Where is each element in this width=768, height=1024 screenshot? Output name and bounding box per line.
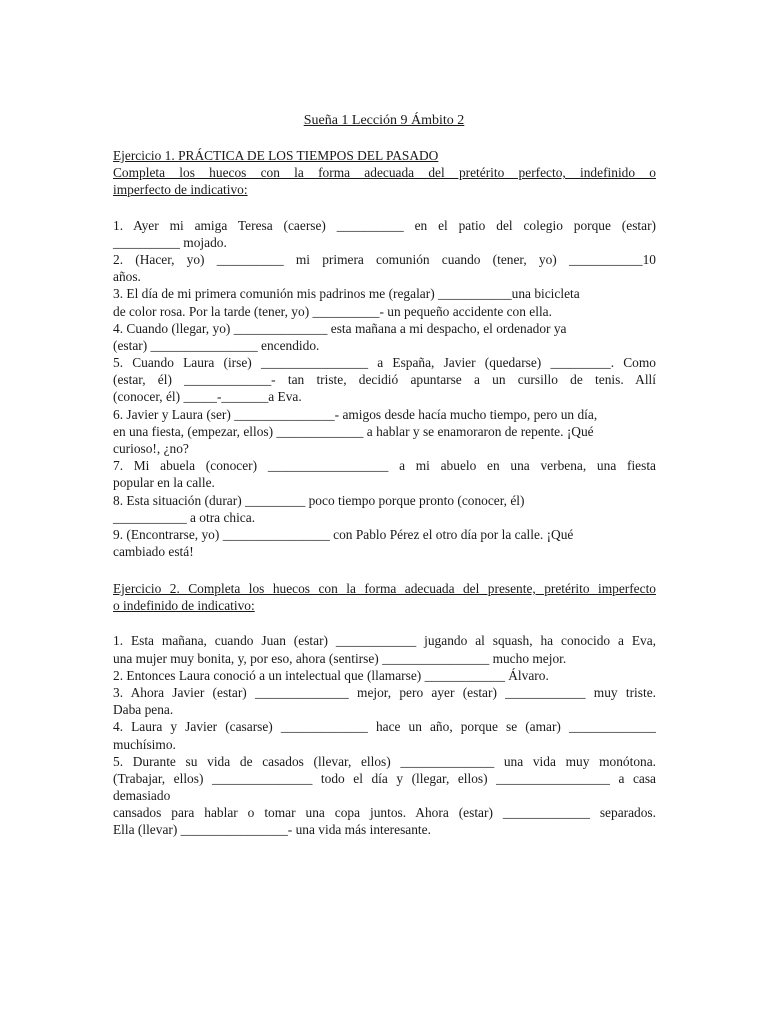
exercise-line: 1. Esta mañana, cuando Juan (estar) ____________ jugando al squash, ha conocido a Eva,	[113, 633, 656, 649]
exercise-line: (Trabajar, ellos) _______________ todo el día y (llegar, ellos) _________________ a casa	[113, 770, 656, 786]
exercise-line: demasiado	[113, 788, 171, 804]
exercise-line: cambiado está!	[113, 544, 194, 560]
exercise-line: 5. Durante su vida de casados (llevar, ellos) ______________ una vida muy monótona.	[113, 753, 656, 769]
exercise-line: años.	[113, 269, 141, 285]
exercise-line: 3. El día de mi primera comunión mis padrinos me (regalar) ___________una bicicleta	[113, 286, 580, 302]
exercise-line: 2. Entonces Laura conoció a un intelectual que (llamarse) ____________ Álvaro.	[113, 667, 549, 683]
exercise-line: en una fiesta, (empezar, ellos) _____________ a hablar y se enamoraron de repente. ¡Qué	[113, 423, 594, 439]
spacer	[113, 199, 656, 216]
exercise-line: 3. Ahora Javier (estar) ______________ mejor, pero ayer (estar) ____________ muy triste.	[113, 684, 656, 700]
exercise-line: 9. (Encontrarse, yo) ________________ con Pablo Pérez el otro día por la calle. ¡Qué	[113, 526, 574, 542]
exercise-line: cansados para hablar o tomar una copa juntos. Ahora (estar) _____________ separados.	[113, 805, 656, 821]
exercise-1-instructions-line: imperfecto de indicativo:	[113, 182, 248, 198]
exercise-line: ___________ a otra chica.	[113, 509, 256, 525]
exercise-line: __________ mojado.	[113, 234, 227, 250]
exercise-line: curioso!, ¿no?	[113, 441, 189, 456]
exercise-line: (estar, él) _____________- tan triste, decidió apuntarse a un cursillo de tenis. Allí	[113, 372, 656, 388]
exercise-line: 2. (Hacer, yo) __________ mi primera comunión cuando (tener, yo) ___________10	[113, 251, 656, 267]
exercise-line: (estar) ________________ encendido.	[113, 337, 320, 353]
exercise-line: 6. Javier y Laura (ser) _______________- amigos desde hacía mucho tiempo, pero un día,	[113, 406, 598, 422]
exercise-line: 7. Mi abuela (conocer) __________________ a mi abuelo en una verbena, una fiesta	[113, 458, 656, 474]
exercise-line: 4. Cuando (llegar, yo) ______________ esta mañana a mi despacho, el ordenador ya	[113, 320, 567, 336]
exercise-1	[113, 147, 656, 560]
exercise-line: Daba pena.	[113, 702, 174, 718]
exercise-2-heading-line: o indefinido de indicativo:	[113, 598, 255, 614]
exercise-2-heading-line: Ejercicio 2. Completa los huecos con la forma adecuada del presente, pretérito imperfecto	[113, 581, 656, 596]
exercise-line: 8. Esta situación (durar) _________ poco tiempo porque pronto (conocer, él)	[113, 492, 525, 508]
exercise-line: una mujer muy bonita, y, por eso, ahora (sentirse) ________________ mucho mejor.	[113, 650, 567, 666]
exercise-line: de color rosa. Por la tarde (tener, yo) __________- un pequeño accidente con ella.	[113, 303, 552, 319]
exercise-line: Ella (llevar) ________________- una vida más interesante.	[113, 822, 431, 838]
exercise-line: (conocer, él) _____-_______a Eva.	[113, 389, 302, 405]
page-title: Sueña 1 Lección 9 Ámbito 2	[303, 113, 465, 128]
exercise-line: 4. Laura y Javier (casarse) _____________ hace un año, porque se (amar) _____________	[113, 719, 656, 735]
exercise-2	[113, 580, 656, 839]
exercise-line: popular en la calle.	[113, 475, 215, 491]
exercise-1-heading: Ejercicio 1. PRÁCTICA DE LOS TIEMPOS DEL PASADO	[113, 148, 439, 163]
exercise-line: 1. Ayer mi amiga Teresa (caerse) __________ en el patio del colegio porque (estar)	[113, 217, 656, 233]
exercise-line: 5. Cuando Laura (irse) ________________ a España, Javier (quedarse) _________. Como	[113, 355, 656, 371]
spacer	[113, 615, 656, 632]
exercise-1-instructions-line: Completa los huecos con la forma adecuada del pretérito perfecto, indefinido o	[113, 165, 656, 181]
exercise-line: muchísimo.	[113, 736, 176, 752]
